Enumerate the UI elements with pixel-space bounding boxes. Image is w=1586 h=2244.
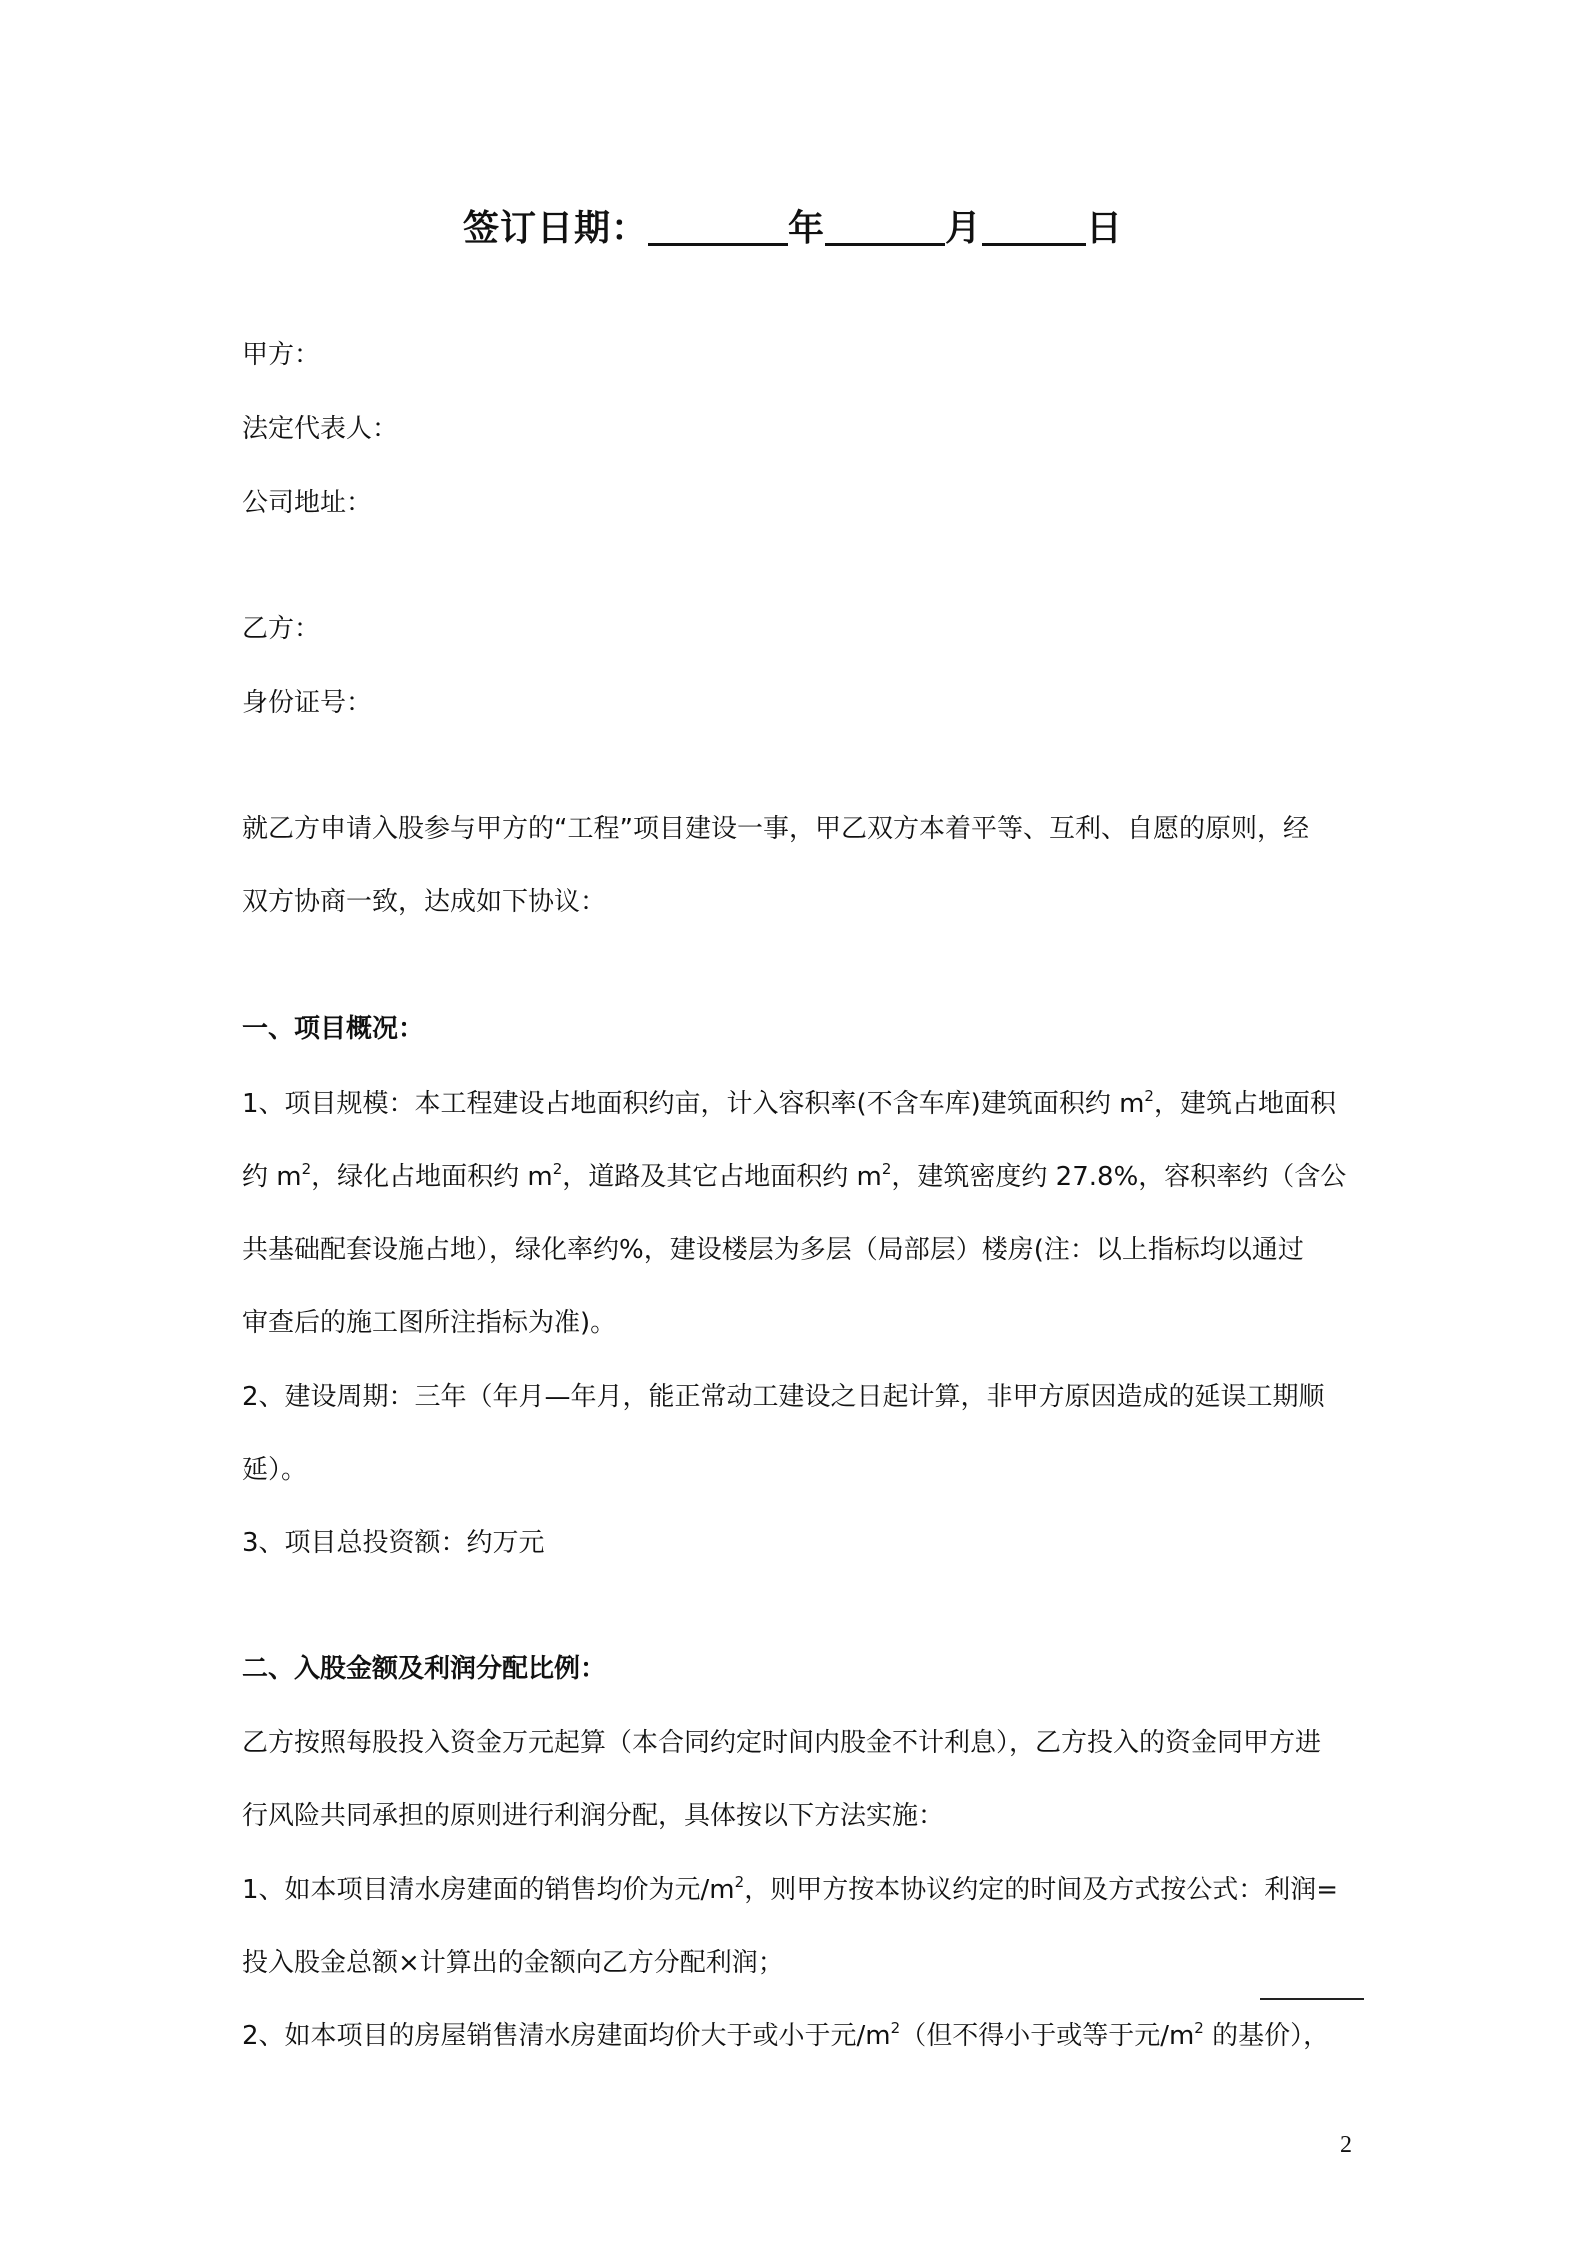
section-2-para-line-2: 行风险共同承担的原则进行利润分配，具体按以下方法实施：	[242, 1801, 945, 1831]
text-run: （但不得小于或等于元/m	[900, 2021, 1195, 2051]
title-year: 年	[787, 208, 825, 249]
title-month: 月	[945, 208, 983, 249]
page-number: 2	[1340, 2132, 1352, 2158]
title-prefix: 签订日期：	[462, 208, 648, 249]
project-scale-line-1	[242, 1087, 1357, 1121]
profit-item-1-line-2: 投入股金总额×计算出的金额向乙方分配利润；	[242, 1948, 784, 1978]
party-a-label: 甲方：	[242, 340, 321, 370]
superscript: 2	[552, 1160, 563, 1178]
profit-item-2-line-1	[242, 2019, 1357, 2053]
text-run: ，建筑密度约 27.8%，容积率约（含公	[891, 1162, 1347, 1192]
id-number-label: 身份证号：	[242, 688, 373, 718]
superscript: 2	[890, 2019, 901, 2037]
text-run: ，绿化占地面积约 m	[311, 1162, 553, 1192]
text-run: ，道路及其它占地面积约 m	[562, 1162, 882, 1192]
overline-rule	[1260, 1998, 1364, 2000]
company-address-label: 公司地址：	[242, 488, 373, 518]
legal-representative-label: 法定代表人：	[242, 414, 399, 444]
title-day: 日	[1086, 208, 1124, 249]
project-scale-line-3: 共基础配套设施占地），绿化率约%，建设楼层为多层（局部层）楼房(注：以上指标均以通过	[242, 1235, 1304, 1265]
section-1-heading: 一、项目概况：	[242, 1014, 425, 1044]
superscript: 2	[301, 1160, 312, 1178]
section-2-para-line-1: 乙方按照每股投入资金万元起算（本合同约定时间内股金不计利息），乙方投入的资金同甲方进	[242, 1728, 1322, 1758]
text-run: 2、如本项目的房屋销售清水房建面均价大于或小于元/m	[242, 2021, 891, 2051]
construction-period-line-1: 2、建设周期：三年（年月—年月，能正常动工建设之日起计算，非甲方原因造成的延误工期顺	[242, 1382, 1325, 1412]
text-run: ，建筑占地面积	[1153, 1089, 1336, 1119]
signing-date-title	[0, 200, 1586, 251]
project-scale-line-2	[242, 1160, 1357, 1194]
superscript: 2	[734, 1873, 745, 1891]
month-blank	[825, 205, 945, 246]
intro-line-1: 就乙方申请入股参与甲方的“工程”项目建设一事，甲乙双方本着平等、互利、自愿的原则，经	[242, 814, 1309, 844]
project-scale-line-4: 审查后的施工图所注指标为准)。	[242, 1308, 617, 1338]
text-run: 1、如本项目清水房建面的销售均价为元/m	[242, 1875, 735, 1905]
total-investment-line: 3、项目总投资额：约万元	[242, 1528, 545, 1558]
superscript: 2	[1144, 1087, 1154, 1105]
text-run: 的基价），	[1203, 2021, 1330, 2051]
party-b-label: 乙方：	[242, 614, 321, 644]
text-run: 1、项目规模：本工程建设占地面积约亩，计入容积率(不含车库)建筑面积约 m	[242, 1089, 1145, 1119]
construction-period-line-2: 延）。	[242, 1455, 308, 1485]
text-run: ，则甲方按本协议约定的时间及方式按公式：利润=	[744, 1875, 1338, 1905]
section-2-heading: 二、入股金额及利润分配比例：	[242, 1654, 607, 1684]
superscript: 2	[881, 1160, 892, 1178]
intro-line-2: 双方协商一致，达成如下协议：	[242, 887, 607, 917]
day-blank	[982, 205, 1086, 246]
superscript: 2	[1194, 2019, 1204, 2037]
profit-item-1-line-1	[242, 1873, 1357, 1907]
text-run: 约 m	[242, 1162, 302, 1192]
year-blank	[648, 205, 788, 246]
